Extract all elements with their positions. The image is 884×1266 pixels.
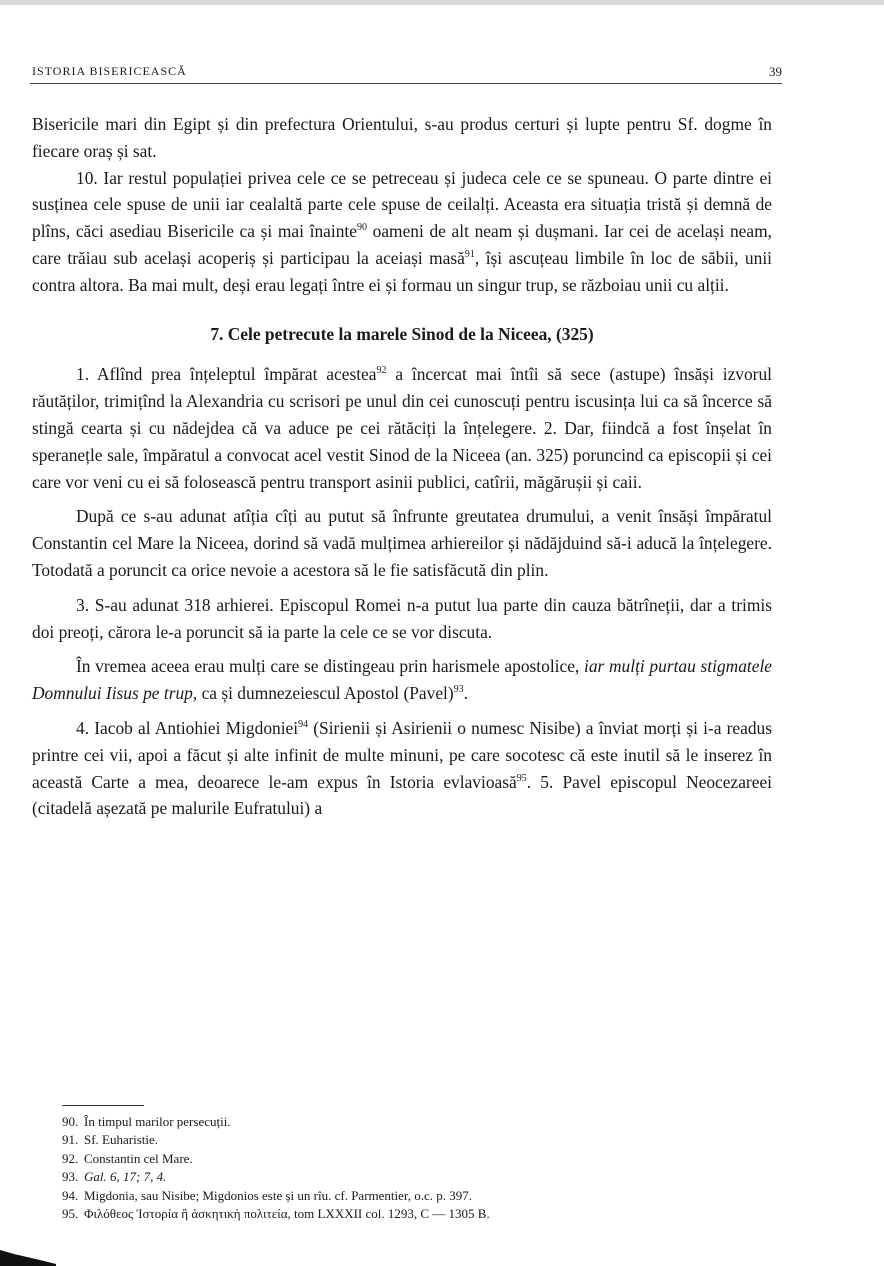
text-run: oameni de alt neam și dușmani. Iar cei de același neam, care trăiau sub același acoperiș și participau la aceiași masă bbox=[32, 221, 772, 268]
running-title: ISTORIA BISERICEASCĂ bbox=[32, 64, 187, 78]
footnotes bbox=[62, 1113, 782, 1223]
text-run: Migdonia, sau Nisibe; Migdonios este și un rîu. cf. Parmentier, o.c. p. 397. bbox=[84, 1187, 472, 1203]
paragraph bbox=[32, 503, 772, 583]
text-run: 1. Aflînd prea înțeleptul împărat acestea bbox=[76, 364, 377, 385]
footnote-ref: 94 bbox=[298, 718, 309, 730]
footnote bbox=[62, 1150, 782, 1168]
text-run: Bisericile mari din Egipt și din prefectura Orientului, s-au produs certuri și lupte pentru Sf. dogme în fiecare oraș și sat. bbox=[32, 114, 772, 161]
footnote-ref: 91 bbox=[464, 248, 475, 260]
emphasis-text: Gal. 6, 17; 7, 4. bbox=[84, 1169, 167, 1185]
page-number: 39 bbox=[769, 64, 782, 79]
scan-top-edge bbox=[0, 0, 884, 5]
text-run: (Sirienii și Asirienii o numesc Nisibe) a înviat morți și i-a readus printre cei vii, apoi a făcut și alte infinit de multe minuni, pe care socotesc că este inutil să le inserez în această Carte a mea, deoarece le-am expus în Istoria evlavioasă bbox=[32, 717, 772, 792]
footnote-ref: 90 bbox=[356, 222, 367, 234]
footnote-number: 95. bbox=[62, 1206, 79, 1222]
running-header bbox=[32, 64, 782, 82]
paragraph bbox=[32, 715, 772, 822]
footnote-number: 90. bbox=[62, 1114, 79, 1129]
text-run: 4. Iacob al Antiohiei Migdoniei bbox=[76, 717, 299, 738]
emphasis-text: iar mulți purtau stigmatele Domnului Iisus pe trup bbox=[32, 656, 772, 704]
text-run: , își ascuțeau limbile în loc de săbii, unii contra altora. Ba mai mult, deși erau legați între ei și formau un singur trup, se războiau unii cu alții. bbox=[32, 247, 772, 295]
text-run: În timpul marilor persecuții. bbox=[84, 1114, 231, 1129]
footnote bbox=[62, 1113, 782, 1131]
text-run: , ca și dumnezeiescul Apostol (Pavel) bbox=[192, 683, 454, 704]
text-run: a încercat mai întîi să sece (astupe) însăși izvorul răutăților, trimițînd la Alexandria cu scrisori pe unul din cei cunoscuți pentru iscusința lui ca să încerce să stingă cearta și cu nădejdea că va aduce pe cei rătăciți la înțelegere. 2. Dar, fiindcă a fost înșelat în speranețle sale, împăratul a convocat acel vestit Sinod de la Niceea (an. 325) poruncind ca episcopii și cei care vor veni cu ei să folosească pentru transport asinii publici, catîrii, măgărușii și caii. bbox=[32, 364, 773, 492]
footnote-rule bbox=[62, 1105, 144, 1106]
scan-corner-mark bbox=[0, 1240, 56, 1266]
text-run: După ce s-au adunat atîția cîți au putut să înfrunte greutatea drumului, a venit însăși împăratul Constantin cel Mare la Niceea, dorind să vadă mulțimea arhiereilor și nădăjduind să-i aducă la înțelegere. Totodată a poruncit ca orice nevoie a acestora să le fie satisfăcută din plin. bbox=[32, 506, 772, 580]
footnote-number: 92. bbox=[62, 1150, 79, 1166]
paragraph bbox=[32, 361, 772, 495]
footnote bbox=[62, 1168, 782, 1186]
header-rule bbox=[30, 83, 782, 84]
footnote-ref: 95 bbox=[516, 772, 527, 784]
paragraph bbox=[32, 165, 772, 299]
footnote-ref: 93 bbox=[453, 684, 464, 696]
text-run: În vremea aceea erau mulți care se distingeau prin harismele apostolice, bbox=[76, 656, 584, 677]
text-run: . 5. Pavel episcopul Neocezareei (citadelă așezată pe malurile Eufratului) a bbox=[32, 771, 772, 819]
footnote-number: 93. bbox=[62, 1169, 79, 1185]
paragraph bbox=[32, 653, 772, 707]
text-run: Constantin cel Mare. bbox=[84, 1150, 193, 1166]
footnote-ref: 92 bbox=[376, 365, 387, 377]
paragraph bbox=[32, 592, 772, 646]
text-run: 10. Iar restul populației privea cele ce se petreceau și judeca cele ce se spuneau. O parte dintre ei susținea cele spuse de unii iar cealaltă parte cele spuse de ceilalți. Aceasta era situația tristă și demnă de plîns, căci asediau Bisericile ca și mai înainte bbox=[32, 167, 772, 242]
main-text bbox=[32, 111, 772, 822]
footnote bbox=[62, 1205, 782, 1223]
footnote-number: 91. bbox=[62, 1132, 79, 1148]
text-run: 3. S-au adunat 318 arhierei. Episcopul Romei n-a putut lua parte din cauza bătrîneții, dar a trimis doi preoți, cărora le-a poruncit să ia parte la cele ce se vor discuta. bbox=[32, 594, 772, 642]
footnote bbox=[62, 1187, 782, 1205]
footnote bbox=[62, 1131, 782, 1149]
text-run: . bbox=[463, 683, 469, 704]
text-run: Sf. Euharistie. bbox=[84, 1132, 159, 1148]
section-title: 7. Cele petrecute la marele Sinod de la Niceea, (325) bbox=[210, 323, 594, 344]
text-run: Φιλόθεος Ἱστορία ἢ ἀσκητικὴ πολιτεία, tom LXXXII col. 1293, C — 1305 B. bbox=[84, 1206, 490, 1222]
paragraph bbox=[32, 111, 772, 165]
footnote-number: 94. bbox=[62, 1187, 79, 1203]
